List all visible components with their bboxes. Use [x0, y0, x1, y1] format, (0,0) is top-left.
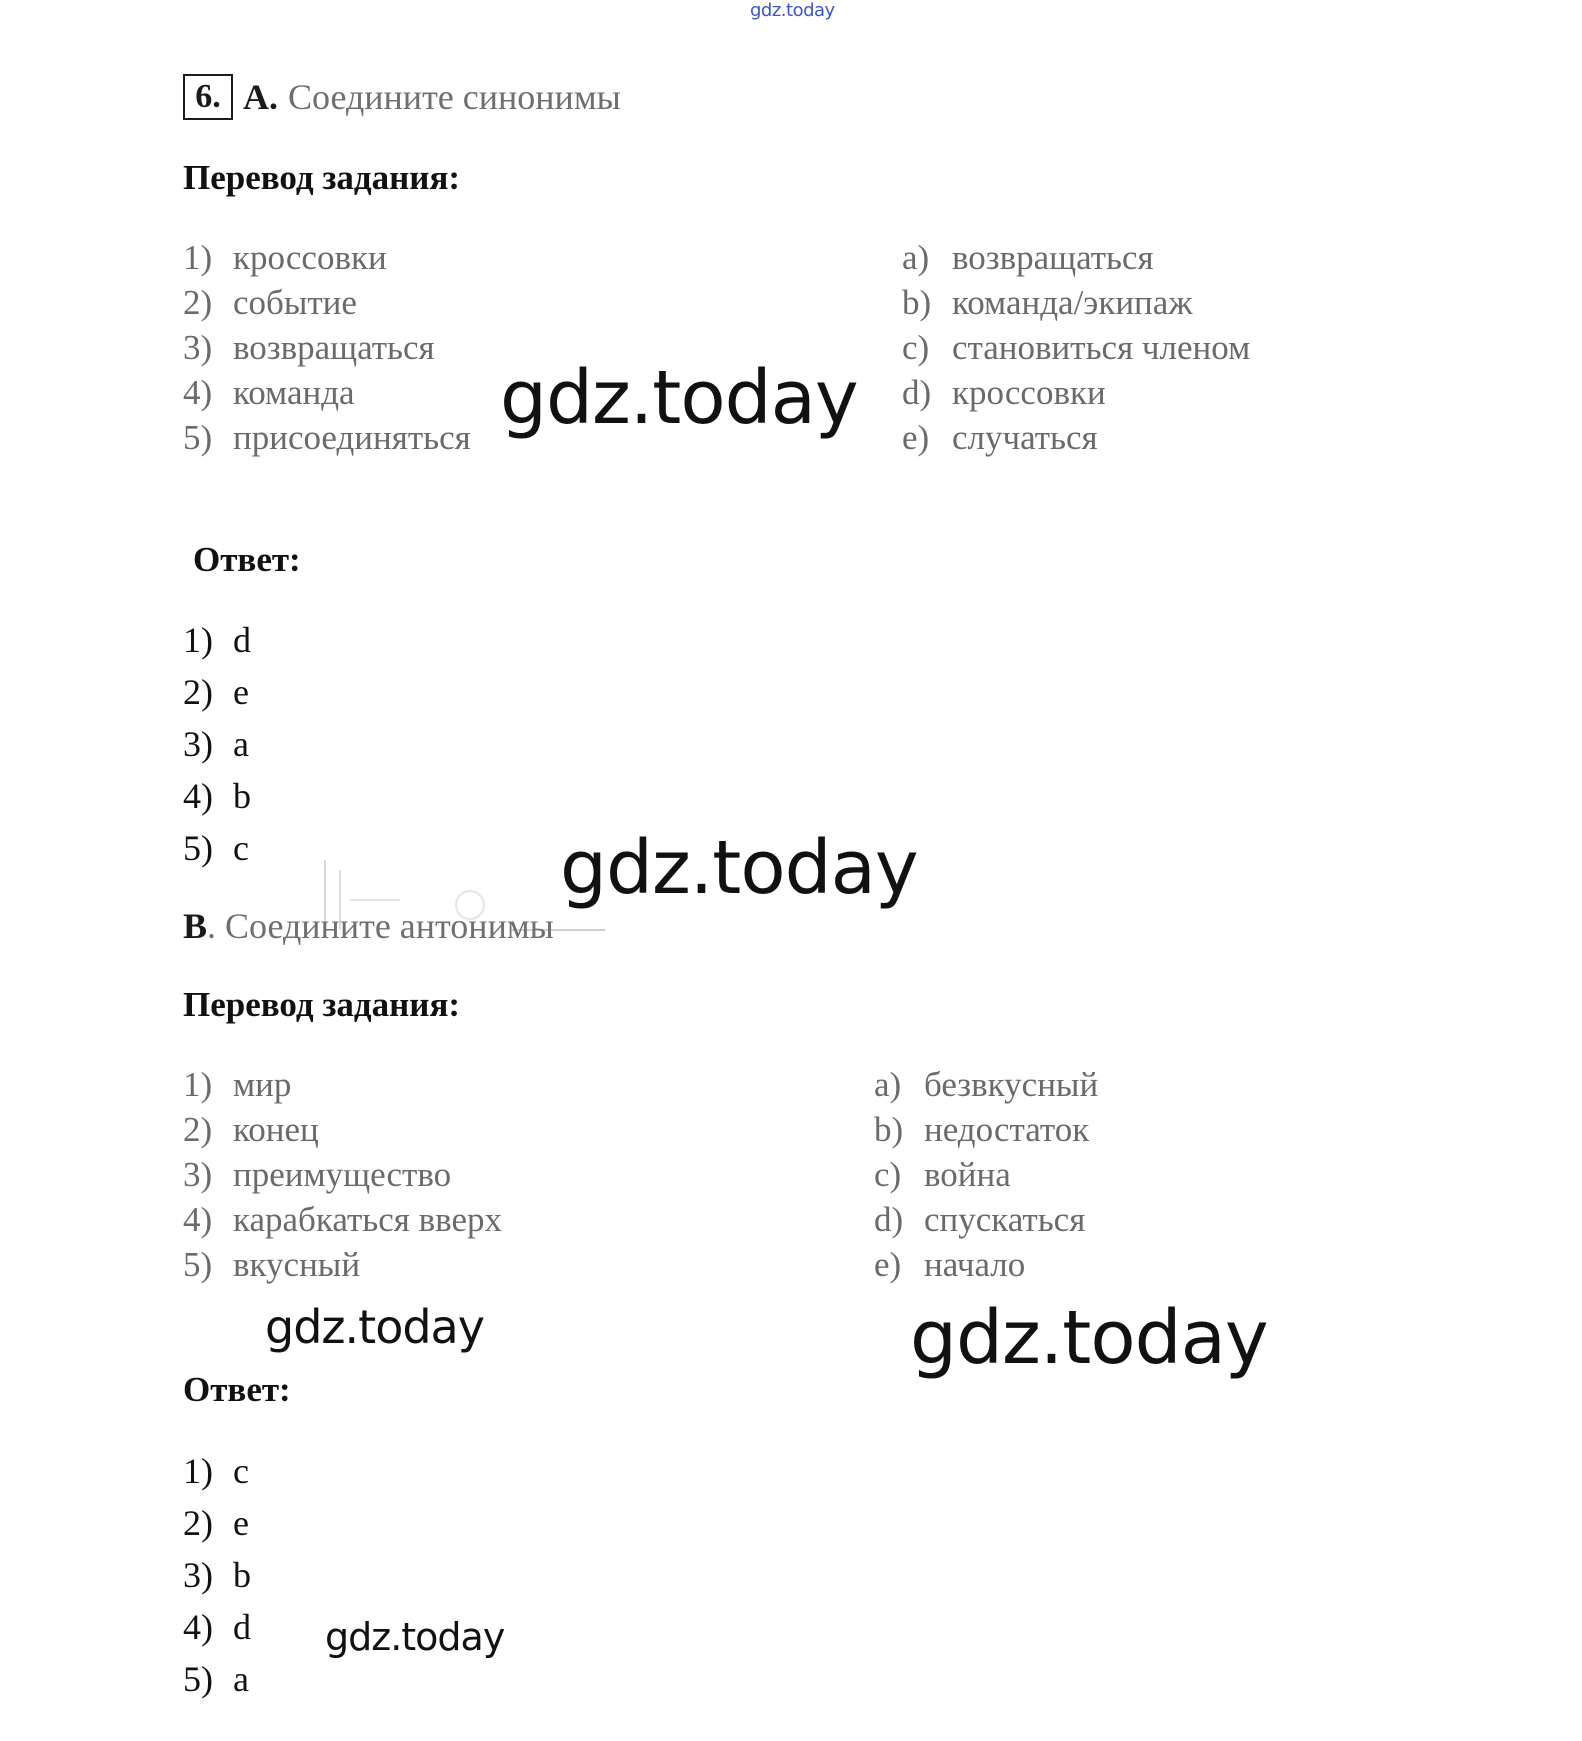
- list-item: 2) событие: [183, 283, 357, 322]
- list-item: e) начало: [874, 1245, 1026, 1284]
- list-item: 1) кроссовки: [183, 238, 387, 277]
- part-a-answer-heading: Ответ:: [193, 540, 301, 579]
- list-item: 5) a: [183, 1659, 249, 1699]
- part-b-title: . Соедините антонимы: [207, 906, 554, 946]
- list-item: b) команда/экипаж: [902, 283, 1193, 322]
- list-item: 3) a: [183, 724, 249, 764]
- list-item: 3) b: [183, 1555, 251, 1595]
- list-item: a) возвращаться: [902, 238, 1154, 277]
- list-item: 1) d: [183, 620, 251, 660]
- watermark: gdz.today: [325, 1615, 505, 1659]
- part-b-letter: B: [183, 906, 208, 946]
- list-item: d) спускаться: [874, 1200, 1086, 1239]
- part-a-answers: [183, 614, 251, 874]
- watermark: gdz.today: [265, 1300, 484, 1354]
- list-item: 5) присоединяться: [183, 418, 471, 457]
- list-item: 5) c: [183, 828, 249, 868]
- part-b-header: [183, 905, 554, 947]
- part-b-translation-heading: Перевод задания:: [183, 985, 461, 1024]
- watermark: gdz.today: [560, 825, 918, 911]
- task-number: 6.: [183, 74, 233, 120]
- list-item: c) война: [874, 1155, 1011, 1194]
- part-a-right-list: [902, 235, 1250, 460]
- list-item: 2) конец: [183, 1110, 319, 1149]
- watermark: gdz.today: [910, 1295, 1268, 1381]
- list-item: 1) c: [183, 1451, 249, 1491]
- list-item: 3) преимущество: [183, 1155, 452, 1194]
- part-a-left-list: [183, 235, 471, 460]
- part-b-answers: [183, 1445, 251, 1705]
- list-item: 4) d: [183, 1607, 251, 1647]
- part-a-title: Соедините синонимы: [288, 77, 621, 117]
- part-a-translation-heading: Перевод задания:: [183, 158, 461, 197]
- part-b-answer-heading: Ответ:: [183, 1370, 291, 1409]
- list-item: 4) команда: [183, 373, 355, 412]
- list-item: e) случаться: [902, 418, 1098, 457]
- part-a-letter: A.: [243, 77, 278, 117]
- list-item: 2) e: [183, 1503, 249, 1543]
- list-item: d) кроссовки: [902, 373, 1106, 412]
- list-item: 5) вкусный: [183, 1245, 361, 1284]
- list-item: b) недостаток: [874, 1110, 1090, 1149]
- top-watermark: gdz.today: [750, 0, 835, 21]
- part-b-right-list: [874, 1062, 1098, 1287]
- list-item: a) безвкусный: [874, 1065, 1099, 1104]
- list-item: 3) возвращаться: [183, 328, 435, 367]
- list-item: 4) карабкаться вверх: [183, 1200, 502, 1239]
- list-item: c) становиться членом: [902, 328, 1251, 367]
- list-item: 4) b: [183, 776, 251, 816]
- list-item: 1) мир: [183, 1065, 292, 1104]
- list-item: 2) e: [183, 672, 249, 712]
- task-header: [183, 74, 621, 120]
- watermark: gdz.today: [500, 355, 858, 441]
- part-b-left-list: [183, 1062, 502, 1287]
